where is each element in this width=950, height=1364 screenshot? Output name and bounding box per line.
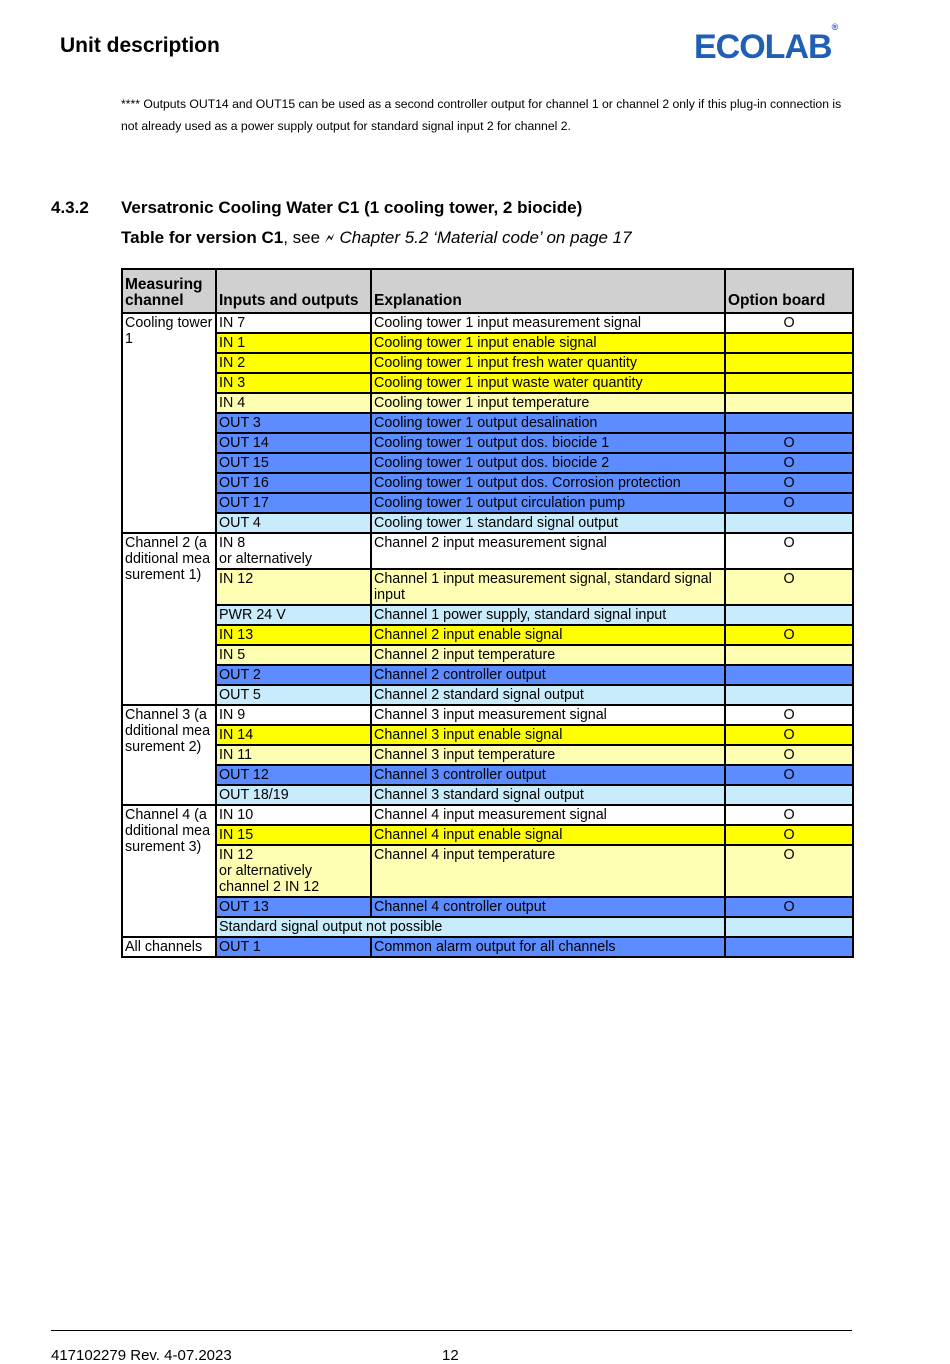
option-board-cell: O — [725, 453, 853, 473]
io-cell: OUT 5 — [216, 685, 371, 705]
explanation-cell: Cooling tower 1 standard signal output — [371, 513, 725, 533]
io-span-cell: Standard signal output not possible — [216, 917, 725, 937]
option-board-cell: O — [725, 745, 853, 765]
io-cell: IN 1 — [216, 333, 371, 353]
io-cell: IN 14 — [216, 725, 371, 745]
explanation-cell: Cooling tower 1 output dos. biocide 2 — [371, 453, 725, 473]
footer-page-number: 12 — [442, 1347, 459, 1364]
explanation-cell: Channel 2 controller output — [371, 665, 725, 685]
explanation-cell: Channel 1 power supply, standard signal input — [371, 605, 725, 625]
explanation-cell: Channel 4 input temperature — [371, 845, 725, 897]
option-board-cell — [725, 393, 853, 413]
table-row — [122, 605, 853, 625]
io-cell: IN 9 — [216, 705, 371, 725]
io-cell: PWR 24 V — [216, 605, 371, 625]
table-row — [122, 393, 853, 413]
io-cell: OUT 16 — [216, 473, 371, 493]
option-board-cell — [725, 513, 853, 533]
footnote: **** Outputs OUT14 and OUT15 can be used as a second controller output for channel 1 or channel 2 only if this plug-in connection is not already used as a power supply output for standard signal input 2 for channel 2. — [121, 97, 842, 133]
explanation-cell: Cooling tower 1 input enable signal — [371, 333, 725, 353]
table-row — [122, 745, 853, 765]
explanation-cell: Cooling tower 1 input measurement signal — [371, 313, 725, 333]
table-row — [122, 569, 853, 605]
option-board-cell: O — [725, 625, 853, 645]
measuring-channel-cell: Channel 4 (additional measurement 3) — [122, 805, 216, 937]
option-board-cell — [725, 333, 853, 353]
table-row — [122, 313, 853, 333]
table-row — [122, 333, 853, 353]
table-row — [122, 533, 853, 569]
registered-mark: ® — [831, 21, 839, 32]
chapter-link[interactable]: Chapter 5.2 ‘Material code’ on page 17 — [339, 228, 632, 247]
section-title: Versatronic Cooling Water C1 (1 cooling tower, 2 biocide) — [121, 198, 583, 217]
io-cell: OUT 15 — [216, 453, 371, 473]
table-row — [122, 805, 853, 825]
explanation-cell: Channel 2 input enable signal — [371, 625, 725, 645]
header-explanation: Explanation — [371, 269, 725, 313]
io-cell: IN 5 — [216, 645, 371, 665]
option-board-cell: O — [725, 725, 853, 745]
io-cell: OUT 4 — [216, 513, 371, 533]
explanation-cell: Channel 3 input enable signal — [371, 725, 725, 745]
see-text: , see — [283, 228, 325, 247]
explanation-cell: Channel 4 controller output — [371, 897, 725, 917]
explanation-cell: Cooling tower 1 output circulation pump — [371, 493, 725, 513]
io-table — [121, 268, 854, 958]
option-board-cell: O — [725, 473, 853, 493]
option-board-cell: O — [725, 897, 853, 917]
table-row — [122, 645, 853, 665]
option-board-cell: O — [725, 825, 853, 845]
io-cell: OUT 13 — [216, 897, 371, 917]
io-cell: OUT 14 — [216, 433, 371, 453]
table-row — [122, 413, 853, 433]
table-row — [122, 917, 853, 937]
io-cell: IN 12 — [216, 569, 371, 605]
measuring-channel-cell: All channels — [122, 937, 216, 957]
explanation-cell: Channel 3 standard signal output — [371, 785, 725, 805]
table-row — [122, 473, 853, 493]
option-board-cell — [725, 917, 853, 937]
io-cell: OUT 17 — [216, 493, 371, 513]
io-cell: IN 3 — [216, 373, 371, 393]
explanation-cell: Channel 4 input measurement signal — [371, 805, 725, 825]
option-board-cell: O — [725, 805, 853, 825]
table-row — [122, 513, 853, 533]
explanation-cell: Channel 1 input measurement signal, standard signal input — [371, 569, 725, 605]
option-board-cell: O — [725, 433, 853, 453]
option-board-cell — [725, 605, 853, 625]
explanation-cell: Channel 3 input measurement signal — [371, 705, 725, 725]
io-cell: IN 10 — [216, 805, 371, 825]
table-body — [122, 313, 853, 957]
section-number: 4.3.2 — [51, 198, 89, 217]
io-cell: IN 2 — [216, 353, 371, 373]
explanation-cell: Channel 2 input measurement signal — [371, 533, 725, 569]
table-row — [122, 353, 853, 373]
explanation-cell: Channel 2 standard signal output — [371, 685, 725, 705]
option-board-cell — [725, 665, 853, 685]
option-board-cell — [725, 373, 853, 393]
explanation-cell: Cooling tower 1 input temperature — [371, 393, 725, 413]
table-header-row — [122, 269, 853, 313]
header-measuring-channel: Measuring channel — [122, 269, 216, 313]
explanation-cell: Channel 2 input temperature — [371, 645, 725, 665]
section-subtitle — [121, 228, 632, 248]
explanation-cell: Cooling tower 1 output desalination — [371, 413, 725, 433]
table-row — [122, 725, 853, 745]
table-row — [122, 373, 853, 393]
explanation-cell: Cooling tower 1 output dos. biocide 1 — [371, 433, 725, 453]
table-row — [122, 685, 853, 705]
page-header-title: Unit description — [60, 34, 220, 57]
option-board-cell: O — [725, 313, 853, 333]
explanation-cell: Channel 3 controller output — [371, 765, 725, 785]
explanation-cell: Cooling tower 1 input waste water quantity — [371, 373, 725, 393]
table-row — [122, 625, 853, 645]
io-cell: IN 8 or alternatively — [216, 533, 371, 569]
io-cell: OUT 18/19 — [216, 785, 371, 805]
io-cell: OUT 1 — [216, 937, 371, 957]
table-row — [122, 845, 853, 897]
io-cell: OUT 3 — [216, 413, 371, 433]
table-row — [122, 897, 853, 917]
ecolab-logo — [694, 21, 839, 67]
option-board-cell — [725, 353, 853, 373]
option-board-cell: O — [725, 533, 853, 569]
io-cell: IN 4 — [216, 393, 371, 413]
explanation-cell: Channel 4 input enable signal — [371, 825, 725, 845]
option-board-cell — [725, 937, 853, 957]
explanation-cell: Common alarm output for all channels — [371, 937, 725, 957]
option-board-cell: O — [725, 705, 853, 725]
explanation-cell: Cooling tower 1 input fresh water quantity — [371, 353, 725, 373]
option-board-cell: O — [725, 493, 853, 513]
table-row — [122, 433, 853, 453]
option-board-cell — [725, 685, 853, 705]
io-cell: OUT 12 — [216, 765, 371, 785]
option-board-cell: O — [725, 765, 853, 785]
header-inputs-outputs: Inputs and outputs — [216, 269, 371, 313]
table-row — [122, 825, 853, 845]
table-row — [122, 785, 853, 805]
measuring-channel-cell: Channel 3 (additional measurement 2) — [122, 705, 216, 805]
io-cell: IN 11 — [216, 745, 371, 765]
measuring-channel-cell: Cooling tower 1 — [122, 313, 216, 533]
table-row — [122, 937, 853, 957]
io-cell: IN 15 — [216, 825, 371, 845]
io-cell: OUT 2 — [216, 665, 371, 685]
explanation-cell: Cooling tower 1 output dos. Corrosion protection — [371, 473, 725, 493]
footer-divider — [51, 1330, 852, 1331]
table-row — [122, 453, 853, 473]
chapter-link-icon: 🗲 — [324, 230, 335, 247]
explanation-cell: Channel 3 input temperature — [371, 745, 725, 765]
table-row — [122, 665, 853, 685]
option-board-cell — [725, 413, 853, 433]
io-cell: IN 12 or alternatively channel 2 IN 12 — [216, 845, 371, 897]
table-version-label: Table for version C1 — [121, 228, 284, 247]
header-option-board: Option board — [725, 269, 853, 313]
table-row — [122, 705, 853, 725]
io-cell: IN 7 — [216, 313, 371, 333]
table-row — [122, 765, 853, 785]
option-board-cell: O — [725, 569, 853, 605]
option-board-cell — [725, 785, 853, 805]
option-board-cell — [725, 645, 853, 665]
io-cell: IN 13 — [216, 625, 371, 645]
footer-doc-number: 417102279 Rev. 4-07.2023 — [51, 1347, 232, 1364]
logo-text: ECOLAB — [694, 28, 832, 66]
option-board-cell: O — [725, 845, 853, 897]
measuring-channel-cell: Channel 2 (additional measurement 1) — [122, 533, 216, 705]
table-row — [122, 493, 853, 513]
